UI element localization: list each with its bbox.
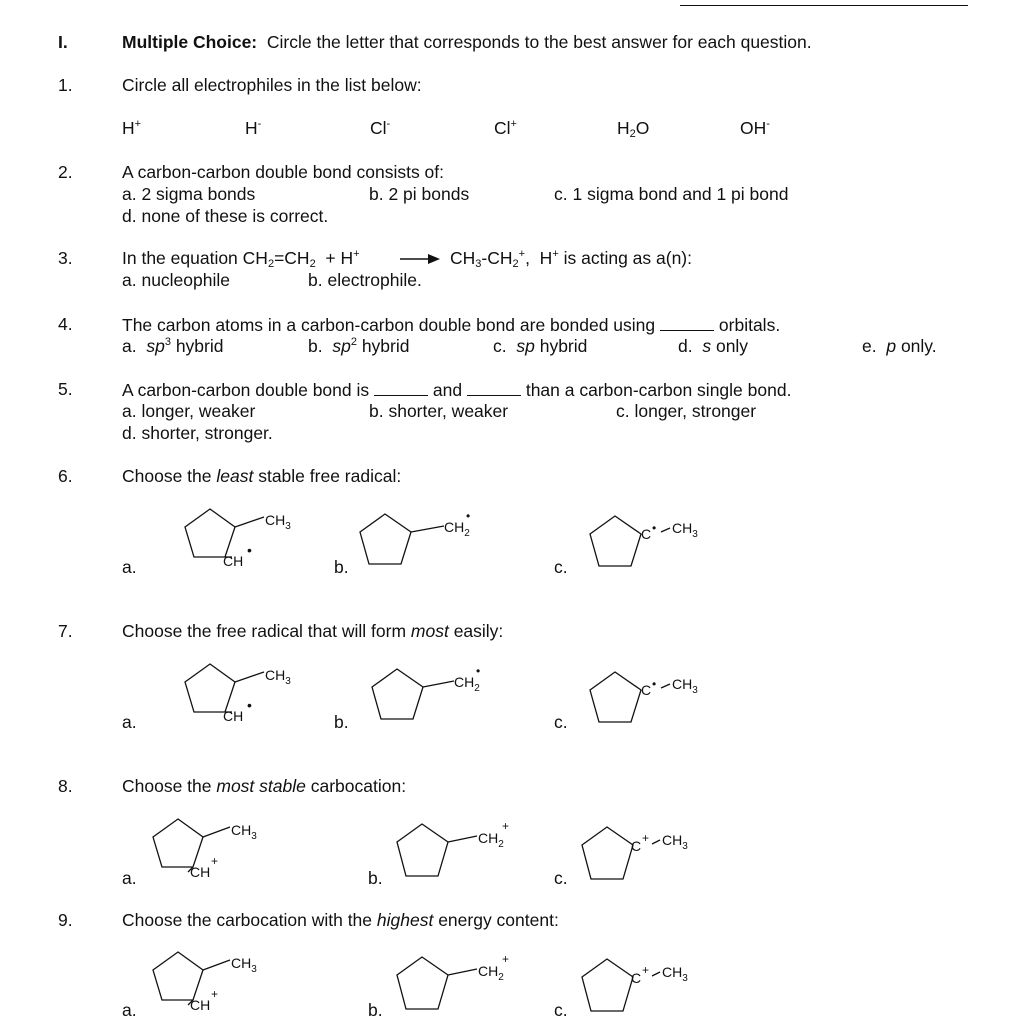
radical-dot: •: [247, 697, 252, 713]
q4-option-e[interactable]: e. p only.: [862, 336, 937, 356]
q6-number: 6.: [58, 466, 73, 486]
q3-number: 3.: [58, 248, 73, 268]
q1-species-oh-minus[interactable]: OH-: [740, 118, 770, 138]
q4-option-b[interactable]: b. $sp^2$ hybrid: [308, 336, 410, 356]
ch3-label: $CH_3$: [662, 964, 688, 984]
q2-option-c[interactable]: c. 1 sigma bond and 1 pi bond: [554, 184, 789, 204]
ch3-label: $CH_3$: [672, 520, 698, 540]
q8-option-a[interactable]: a.: [122, 868, 137, 888]
q1-species-h-minus[interactable]: H-: [245, 118, 262, 138]
q4-blank[interactable]: [660, 314, 714, 331]
q7-number: 7.: [58, 621, 73, 641]
q7-structure-a[interactable]: [180, 660, 290, 730]
q1-text: Circle all electrophiles in the list below:: [122, 75, 422, 95]
q2-number: 2.: [58, 162, 73, 182]
q4-option-c[interactable]: c. sp hybrid: [493, 336, 588, 356]
q5-option-b[interactable]: b. shorter, weaker: [369, 401, 509, 421]
ch2-label: $CH_2$: [444, 519, 470, 539]
q4-option-d[interactable]: d. s only: [678, 336, 749, 356]
q7-option-b[interactable]: b.: [334, 712, 349, 732]
q3-equation-products: $CH_3-CH_2^+$, H+ is acting as a(n):: [450, 248, 692, 270]
q5-number: 5.: [58, 379, 73, 399]
q1-species-cl-plus[interactable]: Cl+: [494, 118, 517, 138]
q1-species-h2o[interactable]: $H_2O$: [617, 118, 650, 140]
ch3-label: $CH_3$: [231, 822, 257, 842]
radical-dot: •: [476, 664, 481, 678]
c-label: C: [631, 970, 642, 986]
ch-label: CH: [190, 997, 211, 1013]
q4-number: 4.: [58, 314, 73, 334]
q2-option-a[interactable]: a. 2 sigma bonds: [122, 184, 256, 204]
q9-text: Choose the carbocation with the highest energy content:: [122, 910, 559, 930]
ch3-label: $CH_3$: [265, 512, 291, 532]
q6-structure-b[interactable]: [358, 509, 488, 574]
c-label: C: [641, 682, 652, 698]
q9-structure-a[interactable]: [148, 948, 278, 1018]
q1-number: 1.: [58, 75, 73, 95]
q6-structure-c[interactable]: [588, 512, 718, 574]
plus-charge: +: [502, 819, 510, 833]
q5-option-d[interactable]: d. shorter, stronger.: [122, 423, 273, 443]
ch-label: CH: [223, 708, 244, 724]
section-heading: [122, 32, 812, 52]
q5-blank-1[interactable]: [374, 379, 428, 396]
plus-charge: +: [211, 854, 219, 868]
ch3-label: $CH_3$: [672, 676, 698, 696]
q7-option-c[interactable]: c.: [554, 712, 568, 732]
q6-option-a[interactable]: a.: [122, 557, 137, 577]
ch2-label: $CH_2$: [454, 674, 480, 694]
ch2-label: $CH_2$: [478, 963, 504, 983]
reaction-arrow-icon: [398, 252, 442, 266]
q8-number: 8.: [58, 776, 73, 796]
q5-option-c[interactable]: c. longer, stronger: [616, 401, 757, 421]
q8-option-b[interactable]: b.: [368, 868, 383, 888]
q9-structure-c[interactable]: [580, 955, 710, 1017]
q8-structure-c[interactable]: [580, 823, 710, 885]
q9-option-c[interactable]: c.: [554, 1000, 568, 1020]
q1-species-cl-minus[interactable]: Cl-: [370, 118, 391, 138]
q7-structure-b[interactable]: [370, 664, 500, 729]
ch2-label: $CH_2$: [478, 830, 504, 850]
c-label: C: [631, 838, 642, 854]
ch-label: CH: [190, 864, 211, 880]
q8-structure-a[interactable]: [148, 815, 278, 885]
q2-option-b[interactable]: b. 2 pi bonds: [369, 184, 470, 204]
q6-structure-a[interactable]: [180, 505, 290, 575]
c-label: C: [641, 526, 652, 542]
q9-option-b[interactable]: b.: [368, 1000, 383, 1020]
radical-dot: •: [652, 677, 657, 691]
q3-option-a[interactable]: a. nucleophile: [122, 270, 230, 290]
radical-dot: •: [466, 509, 471, 523]
q3-equation-reactants: In the equation $CH_2=CH_2 + H^+$: [122, 248, 360, 270]
q9-number: 9.: [58, 910, 73, 930]
plus-charge: +: [502, 952, 510, 966]
ch-label: CH: [223, 553, 244, 569]
q2-option-d[interactable]: d. none of these is correct.: [122, 206, 329, 226]
name-line[interactable]: [680, 5, 968, 6]
q4-option-a[interactable]: a. $sp^3$ hybrid: [122, 336, 224, 356]
section-title: Multiple Choice:: [122, 32, 258, 52]
plus-charge: +: [642, 831, 650, 845]
q5-blank-2[interactable]: [467, 379, 521, 396]
q6-option-b[interactable]: b.: [334, 557, 349, 577]
radical-dot: •: [652, 521, 657, 535]
ch3-label: $CH_3$: [662, 832, 688, 852]
q9-structure-b[interactable]: [395, 953, 525, 1015]
ch3-label: $CH_3$: [265, 667, 291, 687]
plus-charge: +: [211, 987, 219, 1001]
section-instructions: Circle the letter that corresponds to the best answer for each question.: [266, 32, 812, 52]
q8-text: Choose the most stable carbocation:: [122, 776, 407, 796]
q5-option-a[interactable]: a. longer, weaker: [122, 401, 256, 421]
q3-option-b[interactable]: b. electrophile.: [308, 270, 422, 290]
q8-option-c[interactable]: c.: [554, 868, 568, 888]
section-numeral: I.: [58, 32, 68, 52]
q7-option-a[interactable]: a.: [122, 712, 137, 732]
q5-text: A carbon-carbon double bond is and than a carbon-carbon single bond.: [122, 380, 792, 400]
q2-text: A carbon-carbon double bond consists of:: [122, 162, 445, 182]
q1-species-h-plus[interactable]: H+: [122, 118, 142, 138]
q7-text: Choose the free radical that will form most easily:: [122, 621, 504, 641]
q8-structure-b[interactable]: [395, 820, 525, 882]
q9-option-a[interactable]: a.: [122, 1000, 137, 1020]
ch3-label: $CH_3$: [231, 955, 257, 975]
q6-option-c[interactable]: c.: [554, 557, 568, 577]
q4-text: The carbon atoms in a carbon-carbon double bond are bonded using orbitals.: [122, 315, 781, 335]
radical-dot: •: [247, 542, 252, 558]
plus-charge: +: [642, 963, 650, 977]
q7-structure-c[interactable]: [588, 668, 718, 730]
q6-text: Choose the least stable free radical:: [122, 466, 402, 486]
